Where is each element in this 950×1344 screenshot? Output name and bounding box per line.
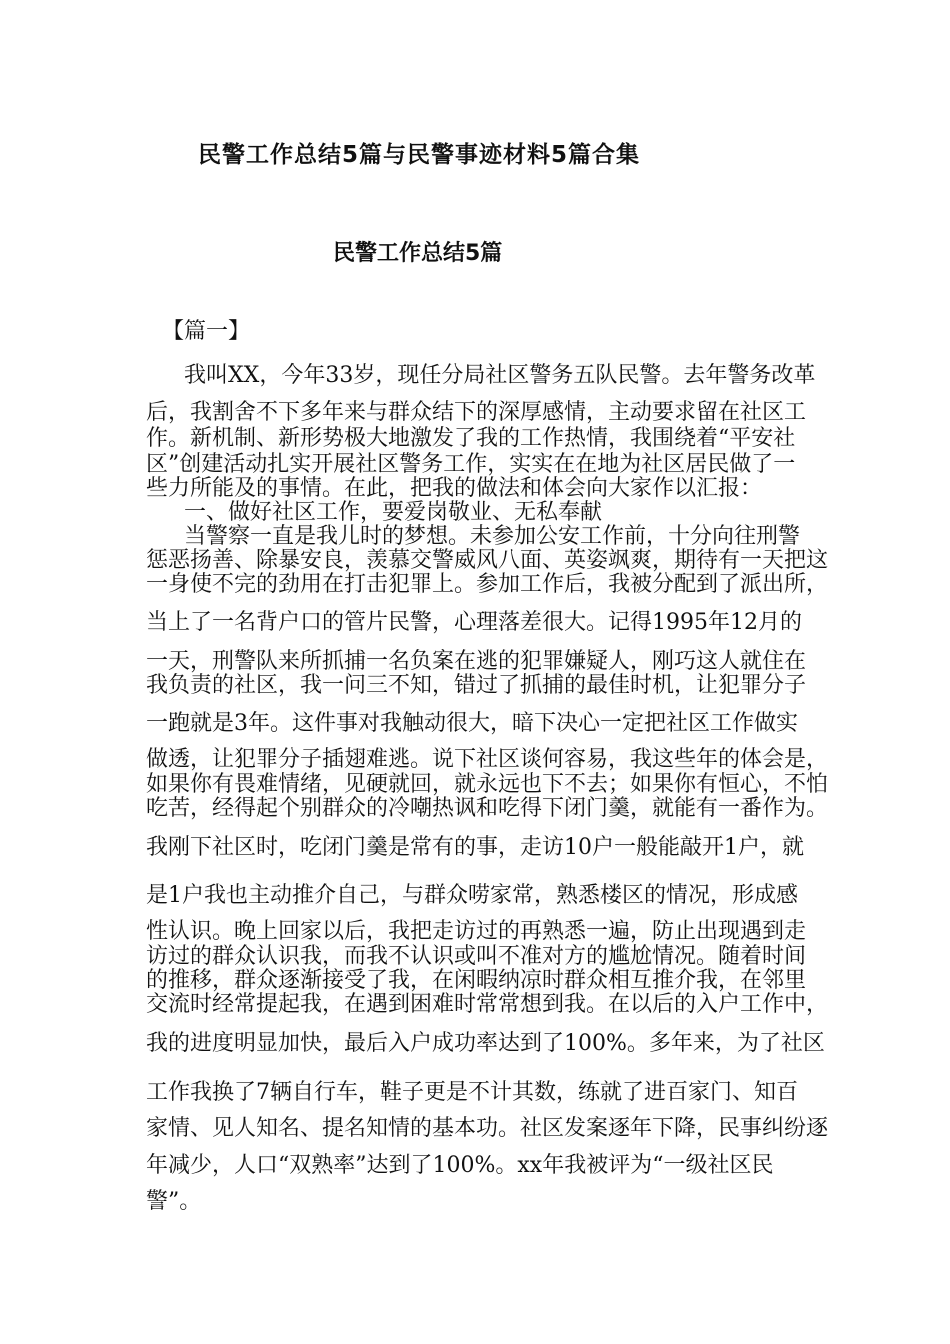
body-line: 惩恶扬善、除暴安良，羡慕交警威风八面、英姿飒爽，期待有一天把这 (146, 548, 829, 573)
body-line: 一、做好社区工作，要爱岗敬业、无私奉献 (184, 500, 603, 525)
body-line: 性认识。晚上回家以后，我把走访过的再熟悉一遍，防止出现遇到走 (146, 919, 807, 944)
body-line: 我的进度明显加快，最后入户成功率达到了100%。多年来，为了社区 (146, 1031, 825, 1056)
body-line: 些力所能及的事情。在此，把我的做法和体会向大家作以汇报： (146, 476, 763, 501)
body-line: 的推移，群众逐渐接受了我，在闲暇纳凉时群众相互推介我，在邻里 (146, 968, 807, 993)
body-line: 后，我割舍不下多年来与群众结下的深厚感情，主动要求留在社区工 (146, 400, 807, 425)
body-line: 一身使不完的劲用在打击犯罪上。参加工作后，我被分配到了派出所， (146, 572, 829, 597)
body-line: 年减少，人口“双熟率”达到了100%。xx年我被评为“一级社区民 (146, 1153, 774, 1178)
body-line: 一跑就是3年。这件事对我触动很大，暗下决心一定把社区工作做实 (146, 711, 798, 736)
section-label: 【篇一】 (162, 319, 251, 344)
body-line: 吃苦，经得起个别群众的冷嘲热讽和吃得下闭门羹，就能有一番作为。 (146, 796, 829, 821)
body-line: 是1户我也主动推介自己，与群众唠家常，熟悉楼区的情况，形成感 (146, 883, 798, 908)
document-title: 民警工作总结5篇与民警事迹材料5篇合集 (198, 142, 641, 168)
body-line: 访过的群众认识我，而我不认识或叫不准对方的尴尬情况。随着时间 (146, 944, 807, 969)
document-subtitle: 民警工作总结5篇 (333, 241, 503, 266)
body-line: 交流时经常提起我，在遇到困难时常常想到我。在以后的入户工作中， (146, 992, 829, 1017)
body-line: 作。新机制、新形势极大地激发了我的工作热情，我围绕着“平安社 (146, 426, 796, 451)
body-line: 如果你有畏难情绪，见硬就回，就永远也下不去；如果你有恒心，不怕 (146, 772, 829, 797)
body-line: 一天，刑警队来所抓捕一名负案在逃的犯罪嫌疑人，刚巧这人就住在 (146, 649, 807, 674)
body-line: 工作我换了7辆自行车，鞋子更是不计其数，练就了进百家门、知百 (146, 1080, 798, 1105)
body-line: 我刚下社区时，吃闭门羹是常有的事，走访10户一般能敲开1户，就 (146, 835, 804, 860)
body-line: 区”创建活动扎实开展社区警务工作，实实在在地为社区居民做了一 (146, 452, 796, 477)
body-line: 我负责的社区，我一问三不知，错过了抓捕的最佳时机，让犯罪分子 (146, 673, 807, 698)
body-line: 当上了一名背户口的管片民警，心理落差很大。记得1995年12月的 (146, 610, 802, 635)
body-line: 做透，让犯罪分子插翅难逃。说下社区谈何容易，我这些年的体会是， (146, 747, 829, 772)
body-line: 我叫XX，今年33岁，现任分局社区警务五队民警。去年警务改革 (184, 363, 816, 388)
body-line: 当警察一直是我儿时的梦想。未参加公安工作前，十分向往刑警 (184, 524, 801, 549)
body-line: 警”。 (146, 1189, 202, 1214)
body-line: 家情、见人知名、提名知情的基本功。社区发案逐年下降，民事纠纷逐 (146, 1116, 829, 1141)
